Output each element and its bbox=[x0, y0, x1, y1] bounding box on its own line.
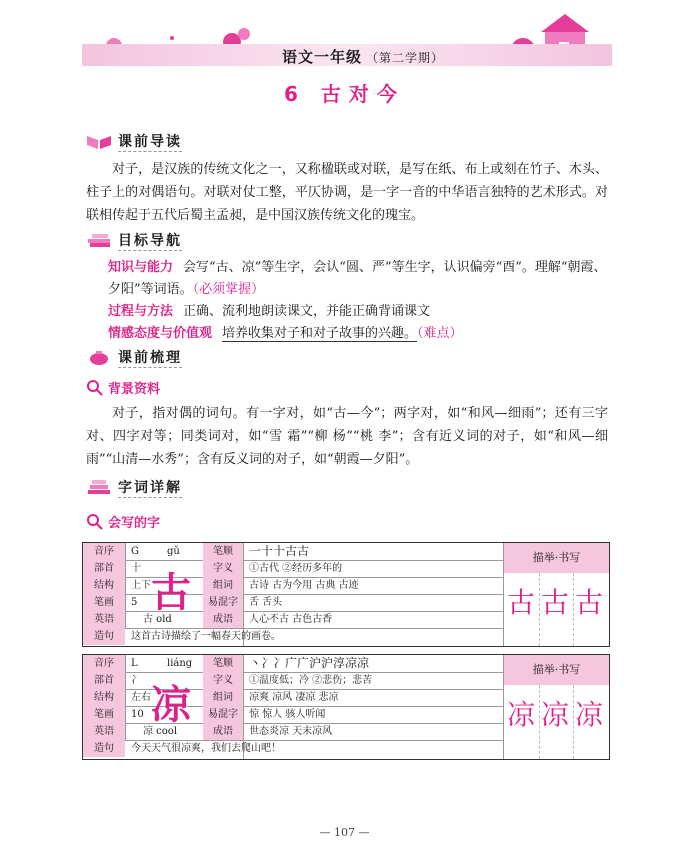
label-bishun: 笔顺 bbox=[203, 655, 243, 672]
value-yingyu: 古 old bbox=[143, 614, 172, 625]
goal-knowledge-label: 知识与能力 bbox=[108, 260, 174, 275]
practice-header: 描举·书写 bbox=[504, 543, 609, 573]
value-yingyu: 凉 cool bbox=[143, 726, 178, 737]
section-review-heading bbox=[86, 346, 182, 368]
label-chengyu: 成语 bbox=[203, 611, 243, 628]
char-card-gu bbox=[82, 542, 610, 647]
magnifier-icon bbox=[86, 379, 104, 397]
section-goals-title: 目标导航 bbox=[118, 230, 182, 251]
label-yingyu: 英语 bbox=[83, 611, 125, 628]
goal-knowledge-text: 会写“古、凉”等生字，会认“圆、严”等生字，认识偏旁“酉”。理解“朝霞、夕阳”等词语。 bbox=[108, 260, 607, 297]
table-row bbox=[83, 723, 503, 741]
table-row bbox=[83, 543, 503, 561]
label-zuci: 组词 bbox=[203, 577, 243, 594]
label-zuci: 组词 bbox=[203, 689, 243, 706]
label-jiegou: 结构 bbox=[83, 689, 125, 706]
practice-char: 凉 bbox=[575, 698, 604, 731]
label-zaoju: 造句 bbox=[83, 628, 125, 645]
page-number: — 107 — bbox=[319, 826, 370, 839]
goal-attitude bbox=[108, 323, 608, 345]
book-title-subtitle: （第二学期） bbox=[366, 51, 445, 65]
write-chars-title: 会写的字 bbox=[108, 516, 161, 531]
table-row bbox=[83, 611, 503, 629]
value-yinxu: G bbox=[131, 546, 139, 557]
background-title: 背景资料 bbox=[108, 382, 161, 397]
table-row bbox=[83, 577, 503, 595]
write-chars-heading bbox=[86, 512, 160, 531]
goal-knowledge bbox=[108, 257, 608, 301]
practice-grid-line bbox=[573, 573, 574, 646]
char-card-liang bbox=[82, 654, 610, 760]
value-jiegou: 上下 bbox=[131, 580, 151, 591]
practice-char: 古 bbox=[575, 586, 604, 619]
practice-char: 凉 bbox=[507, 698, 536, 731]
label-jiegou: 结构 bbox=[83, 577, 125, 594]
table-row bbox=[83, 560, 503, 578]
table-row bbox=[83, 672, 503, 690]
value-chengyu: 世态炎凉 天末凉风 bbox=[249, 726, 333, 737]
goal-knowledge-tag: （必须掌握） bbox=[192, 282, 265, 297]
table-row bbox=[83, 655, 503, 673]
lesson-title: 6 古对今 bbox=[284, 82, 405, 106]
value-yinxu: L bbox=[131, 658, 138, 669]
value-bishun: 丶冫冫广广沪沪淳凉凉 bbox=[249, 656, 370, 670]
table-row bbox=[83, 740, 503, 757]
table-row bbox=[83, 706, 503, 724]
value-pinyin: liáng bbox=[167, 658, 193, 669]
section-preview-title: 课前导读 bbox=[118, 131, 182, 152]
magnifier-icon bbox=[86, 513, 104, 531]
goal-process-label: 过程与方法 bbox=[108, 304, 174, 319]
goal-process-text: 正确、流利地朗读课文，并能正确背诵课文 bbox=[183, 304, 431, 319]
book-title bbox=[282, 46, 444, 67]
practice-header: 描举·书写 bbox=[504, 655, 609, 685]
value-jiegou: 左右 bbox=[131, 692, 151, 703]
label-bishun: 笔顺 bbox=[203, 543, 243, 560]
table-row bbox=[83, 628, 503, 645]
section-preview-heading bbox=[86, 130, 182, 152]
section-words-heading bbox=[86, 476, 182, 498]
background-paragraph: 对子，指对偶的词句。有一字对，如“古—今”；两字对，如“和风—细雨”；还有三字对、四字对等；同类词对，如“雪 霜”“柳 杨”“桃 李”；含有近义词的对子，如“和风—细雨”“山清—水秀”；含有反义词的对子，如“朝霞—夕阳”。 bbox=[86, 406, 608, 467]
section-words-title: 字词详解 bbox=[118, 477, 182, 498]
stack-books-icon bbox=[86, 478, 112, 496]
value-yihunzi: 惊 惊人 骇人听闻 bbox=[249, 709, 326, 720]
value-bushou: 十 bbox=[131, 563, 141, 574]
label-ziyi: 字义 bbox=[203, 560, 243, 577]
label-chengyu: 成语 bbox=[203, 723, 243, 740]
value-bishun: 一十十古古 bbox=[249, 544, 310, 558]
label-yihunzi: 易混字 bbox=[203, 706, 243, 723]
practice-char: 凉 bbox=[541, 698, 570, 731]
label-zaoju: 造句 bbox=[83, 740, 125, 757]
label-bihua: 笔画 bbox=[83, 706, 125, 723]
value-yihunzi: 舌 舌头 bbox=[249, 597, 283, 608]
practice-grid-line bbox=[539, 573, 540, 646]
table-row bbox=[83, 689, 503, 707]
value-bihua: 10 bbox=[131, 709, 144, 720]
teapot-icon bbox=[86, 348, 112, 366]
label-bushou: 部首 bbox=[83, 560, 125, 577]
value-ziyi: ①温度低；冷 ②悲伤；悲苦 bbox=[249, 675, 373, 686]
value-bihua: 5 bbox=[131, 597, 138, 608]
goal-attitude-tag: （难点） bbox=[417, 326, 463, 341]
big-character: 古 bbox=[151, 569, 191, 616]
label-bihua: 笔画 bbox=[83, 594, 125, 611]
goal-attitude-text: 培养收集对子和对子故事的兴趣。 bbox=[222, 326, 418, 341]
goal-process bbox=[108, 301, 608, 323]
label-yinxu: 音序 bbox=[83, 543, 125, 560]
value-zuci: 凉爽 凉风 凄凉 悲凉 bbox=[249, 692, 339, 703]
value-zaoju: 今天天气很凉爽，我们去爬山吧！ bbox=[131, 743, 281, 754]
big-character: 凉 bbox=[151, 681, 191, 728]
label-bushou: 部首 bbox=[83, 672, 125, 689]
value-ziyi: ①古代 ②经历多年的 bbox=[249, 563, 343, 574]
value-zuci: 古诗 古为今用 古典 古迹 bbox=[249, 580, 359, 591]
value-chengyu: 人心不古 古色古香 bbox=[249, 614, 333, 625]
preview-paragraph: 对子，是汉族的传统文化之一，又称楹联或对联，是写在纸、布上或刻在竹子、木头、柱子上的对偶语句。对联对仗工整，平仄协调，是一字一音的中华语言独特的艺术形式。对联相传起于五代后蜀主孟昶，是中国汉族传统文化的瑰宝。 bbox=[86, 162, 608, 223]
table-row bbox=[83, 594, 503, 612]
background-heading bbox=[86, 378, 160, 397]
book-icon bbox=[86, 132, 112, 150]
practice-char: 古 bbox=[507, 586, 536, 619]
label-yihunzi: 易混字 bbox=[203, 594, 243, 611]
practice-char: 古 bbox=[541, 586, 570, 619]
goal-attitude-label: 情感态度与价值观 bbox=[108, 326, 213, 341]
value-zaoju: 这首古诗描绘了一幅春天的画卷。 bbox=[131, 631, 281, 642]
books-icon bbox=[86, 231, 112, 249]
book-title-main: 语文一年级 bbox=[282, 48, 363, 66]
value-pinyin: gǔ bbox=[167, 546, 180, 557]
label-yinxu: 音序 bbox=[83, 655, 125, 672]
label-yingyu: 英语 bbox=[83, 723, 125, 740]
practice-grid-line bbox=[539, 685, 540, 759]
label-ziyi: 字义 bbox=[203, 672, 243, 689]
value-bushou: 冫 bbox=[131, 675, 141, 686]
practice-grid-line bbox=[573, 685, 574, 759]
section-goals-heading bbox=[86, 229, 182, 251]
section-review-title: 课前梳理 bbox=[118, 347, 182, 368]
